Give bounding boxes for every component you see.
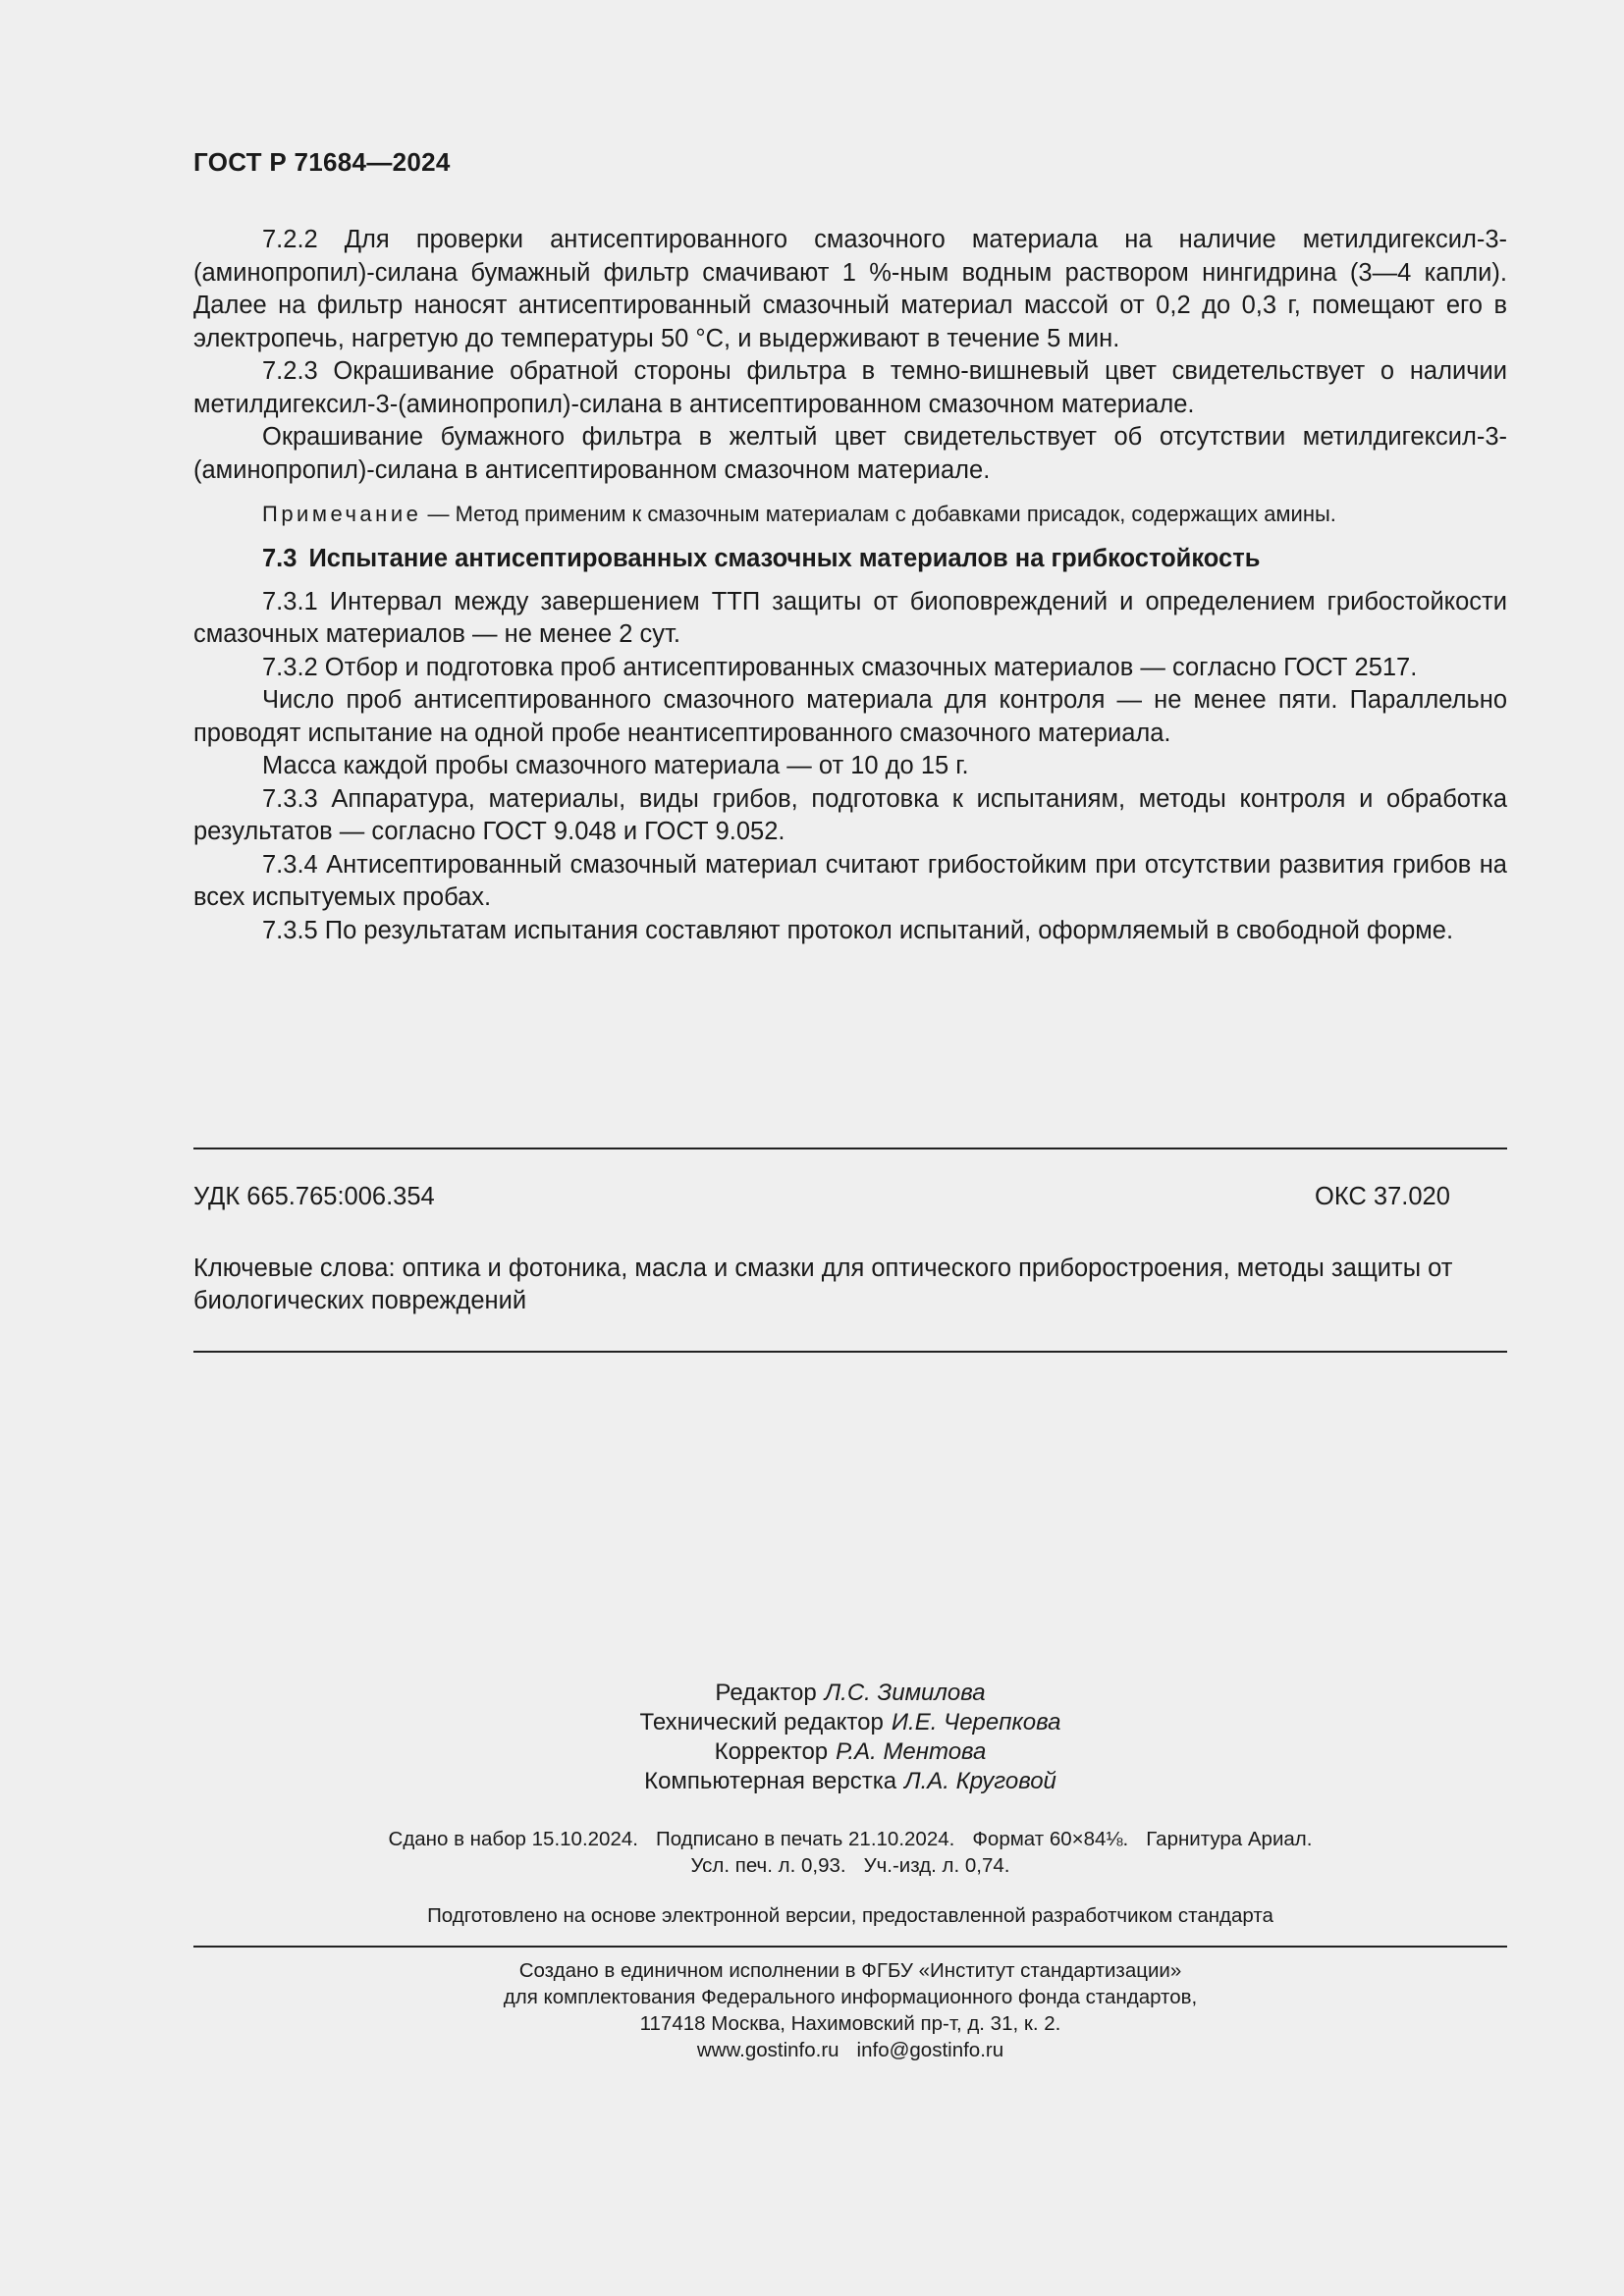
paragraph-7-2-3-continued: Окрашивание бумажного фильтра в желтый цвет свидетельствует об отсутствии метилдигексил-3-(аминопропил)-силана в антисептированном смазочном материале. bbox=[193, 423, 1507, 484]
note-label: Примечание bbox=[262, 502, 422, 526]
credit-technical-editor bbox=[193, 1708, 1507, 1737]
publisher-line-1: Создано в единичном исполнении в ФГБУ «Институт стандартизации» bbox=[518, 1959, 1182, 1982]
imprint-sent: Сдано в набор 15.10.2024. bbox=[388, 1828, 638, 1850]
imprint-signed: Подписано в печать 21.10.2024. bbox=[655, 1828, 955, 1850]
credit-name: И.Е. Черепкова bbox=[891, 1709, 1061, 1735]
main-text bbox=[193, 224, 1507, 947]
credit-role: Технический редактор bbox=[639, 1709, 884, 1735]
credit-name: Р.А. Ментова bbox=[836, 1738, 987, 1765]
credit-editor bbox=[193, 1679, 1507, 1708]
divider-bottom bbox=[193, 1946, 1507, 1948]
publisher-block bbox=[193, 1957, 1507, 2063]
paragraph-7-3-5: 7.3.5 По результатам испытания составляют протокол испытаний, оформляемый в свободной форме. bbox=[262, 916, 1454, 944]
section-title: Испытание антисептированных смазочных материалов на грибкостойкость bbox=[308, 545, 1261, 572]
paragraph-7-3-1: 7.3.1 Интервал между завершением ТТП защиты от биоповреждений и определением грибостойкости смазочных материалов — не менее 2 сут. bbox=[193, 587, 1507, 648]
paragraph-7-3-2-mass: Масса каждой пробы смазочного материала — от 10 до 15 г. bbox=[262, 752, 969, 779]
website-link[interactable]: www.gostinfo.ru bbox=[696, 2039, 839, 2061]
document-id-header: ГОСТ Р 71684—2024 bbox=[193, 147, 451, 177]
paragraph-7-2-2: 7.2.2 Для проверки антисептированного смазочного материала на наличие метилдигексил-3-(аминопропил)-силана бумажный фильтр смачивают 1 %-ным водным раствором нингидрина (3—4 капли). Далее на фильтр наносят антисептированный смазочный материал массой от 0,2 до 0,3 г, помещают его в электропечь, нагретую до температуры 50 °С, и выдерживают в течение 5 мин. bbox=[193, 226, 1507, 352]
credit-name: Л.С. Зимилова bbox=[824, 1680, 986, 1706]
imprint-line-1 bbox=[193, 1826, 1507, 1852]
credit-name: Л.А. Круговой bbox=[904, 1768, 1056, 1794]
imprint-block bbox=[193, 1826, 1507, 1879]
imprint-line-2 bbox=[193, 1852, 1507, 1879]
note bbox=[193, 500, 1507, 529]
keywords: Ключевые слова: оптика и фотоника, масла и смазки для оптического приборостроения, методы защиты от биологических повреждений bbox=[193, 1255, 1453, 1314]
oks-code: ОКС 37.020 bbox=[1315, 1183, 1450, 1210]
section-number: 7.3 bbox=[262, 545, 298, 572]
publisher-address: 117418 Москва, Нахимовский пр-т, д. 31, к. 2. bbox=[639, 2012, 1061, 2035]
paragraph-7-3-2: 7.3.2 Отбор и подготовка проб антисептированных смазочных материалов — согласно ГОСТ 2517. bbox=[262, 653, 1418, 681]
credit-proofreader bbox=[193, 1737, 1507, 1767]
paragraph-7-3-4: 7.3.4 Антисептированный смазочный материал считают грибостойким при отсутствии развития грибов на всех испытуемых пробах. bbox=[193, 850, 1507, 911]
paragraph-7-3-3: 7.3.3 Аппаратура, материалы, виды грибов, подготовка к испытаниям, методы контроля и обработка результатов — согласно ГОСТ 9.048 и ГОСТ 9.052. bbox=[193, 784, 1507, 845]
credit-layout bbox=[193, 1767, 1507, 1796]
note-text: — Метод применим к смазочным материалам с добавками присадок, содержащих амины. bbox=[421, 502, 1336, 526]
udk-code: УДК 665.765:006.354 bbox=[193, 1183, 435, 1210]
imprint-print-sheets: Усл. печ. л. 0,93. bbox=[690, 1854, 846, 1877]
publisher-line-2: для комплектования Федерального информационного фонда стандартов, bbox=[503, 1986, 1198, 2008]
credit-role: Компьютерная верстка bbox=[644, 1768, 897, 1794]
credit-role: Корректор bbox=[714, 1738, 829, 1765]
prepared-note: Подготовлено на основе электронной версии, предоставленной разработчиком стандарта bbox=[427, 1904, 1273, 1927]
paragraph-7-2-3: 7.2.3 Окрашивание обратной стороны фильтра в темно-вишневый цвет свидетельствует о наличии метилдигексил-3-(аминопропил)-силана в антисептированном смазочном материале. bbox=[193, 357, 1507, 418]
imprint-pub-sheets: Уч.-изд. л. 0,74. bbox=[863, 1854, 1010, 1877]
section-heading-7-3 bbox=[193, 543, 1507, 576]
divider-keywords bbox=[193, 1351, 1507, 1353]
divider-top bbox=[193, 1148, 1507, 1149]
credit-role: Редактор bbox=[715, 1680, 817, 1706]
paragraph-7-3-2-samples: Число проб антисептированного смазочного материала для контроля — не менее пяти. Параллельно проводят испытание на одной пробе неантисептированного смазочного материала. bbox=[193, 686, 1507, 747]
email-link[interactable]: info@gostinfo.ru bbox=[856, 2039, 1004, 2061]
credits-block bbox=[193, 1679, 1507, 1796]
imprint-format: Формат 60×84⅛. bbox=[972, 1828, 1129, 1850]
publisher-contacts bbox=[193, 2037, 1507, 2063]
imprint-typeface: Гарнитура Ариал. bbox=[1146, 1828, 1313, 1850]
